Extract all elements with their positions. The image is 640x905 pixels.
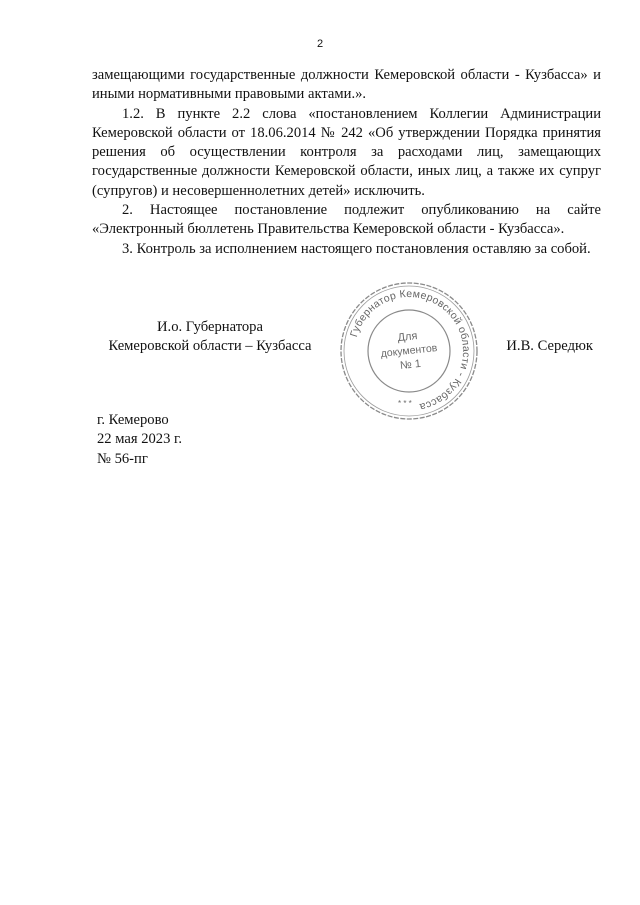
signatory-position-line1: И.о. Губернатора [157, 319, 263, 335]
signatory-position-line2: Кемеровской области – Кузбасса [108, 338, 312, 355]
seal-center-line2: документов [380, 342, 438, 360]
document-details [97, 411, 182, 469]
signatory-position [100, 318, 320, 357]
signatory-name: И.В. Середюк [506, 338, 593, 354]
document-date: 22 мая 2023 г. [97, 431, 183, 448]
paragraph-1-2: 1.2. В пункте 2.2 слова «постановлением Коллегии Администрации Кемеровской области от 18.06.2014 № 242 «Об утверждении Порядка принятия решения об осуществлении контроля за расходами лиц, замещающих государственные должности Кемеровской области, иных лиц, а также их супруг (супругов) и несовершеннолетних детей» исключить. [92, 105, 601, 199]
seal-ring-text: Губернатор Кемеровской области - Кузбасса [348, 287, 473, 413]
paragraph-continuation: замещающими государственные должности Кемеровской области - Кузбасса» и иными нормативными правовыми актами.». [92, 67, 601, 103]
seal-stars: * * * [398, 399, 412, 408]
document-body [92, 66, 601, 259]
document-city: г. Кемерово [97, 412, 169, 428]
seal-center-line3: № 1 [399, 357, 422, 372]
paragraph-2: 2. Настоящее постановление подлежит опубликованию на сайте «Электронный бюллетень Правительства Кемеровской области - Кузбасса». [92, 202, 601, 238]
document-number: № 56-пг [97, 450, 148, 467]
page-number: 2 [316, 38, 324, 50]
paragraph-3: 3. Контроль за исполнением настоящего постановления оставляю за собой. [122, 240, 591, 257]
official-seal [338, 280, 480, 422]
seal-center-line1: Для [397, 330, 419, 345]
